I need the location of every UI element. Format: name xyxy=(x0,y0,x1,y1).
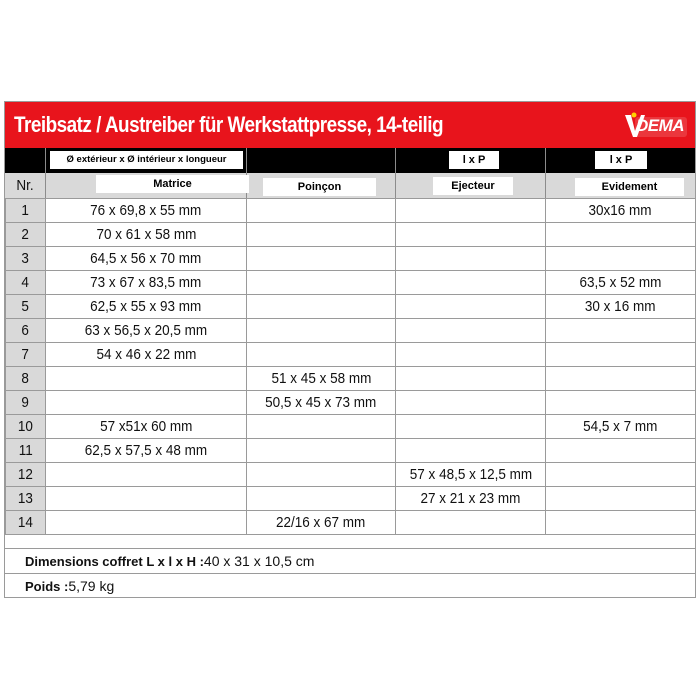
box-dimensions-row xyxy=(5,548,695,574)
cell-evidement xyxy=(546,487,696,511)
cell-nr xyxy=(6,247,46,271)
cell-matrice xyxy=(46,487,247,511)
table-row xyxy=(6,343,696,367)
cell-poincon-text: 51 x 45 x 58 mm xyxy=(271,370,371,387)
table-row xyxy=(6,295,696,319)
cell-poincon xyxy=(247,295,396,319)
cell-ejecteur xyxy=(396,319,546,343)
cell-matrice xyxy=(46,343,247,367)
column-header-matrice: Matrice xyxy=(96,175,249,193)
header-row xyxy=(5,148,695,173)
cell-poincon xyxy=(247,463,396,487)
dimension-note: Ø extérieur x Ø intérieur x longueur xyxy=(50,151,243,169)
cell-matrice-text: 64,5 x 56 x 70 mm xyxy=(90,250,202,267)
cell-ejecteur xyxy=(396,247,546,271)
cell-evidement xyxy=(546,319,696,343)
cell-poincon xyxy=(247,223,396,247)
cell-nr xyxy=(6,223,46,247)
cell-evidement xyxy=(546,463,696,487)
cell-matrice xyxy=(46,511,247,535)
cell-nr-text: 9 xyxy=(21,394,30,411)
cell-matrice-text: 62,5 x 55 x 93 mm xyxy=(90,298,202,315)
cell-matrice xyxy=(46,439,247,463)
product-spec-table xyxy=(4,101,696,598)
cell-matrice xyxy=(46,271,247,295)
cell-nr-text: 3 xyxy=(21,250,30,267)
cell-ejecteur xyxy=(396,223,546,247)
cell-matrice xyxy=(46,367,247,391)
cell-matrice xyxy=(46,319,247,343)
cell-matrice xyxy=(46,463,247,487)
cell-evidement xyxy=(546,367,696,391)
cell-evidement xyxy=(546,391,696,415)
cell-nr xyxy=(6,415,46,439)
cell-matrice xyxy=(46,247,247,271)
logo-text: DEMA xyxy=(636,116,685,135)
column-header-ejecteur: Ejecteur xyxy=(433,177,513,195)
cell-poincon xyxy=(247,271,396,295)
cell-matrice xyxy=(46,415,247,439)
weight-value: 5,79 kg xyxy=(68,578,115,594)
cell-poincon xyxy=(247,415,396,439)
cell-matrice xyxy=(46,223,247,247)
cell-matrice-text: 54 x 46 x 22 mm xyxy=(96,346,196,363)
cell-poincon-text: 50,5 x 45 x 73 mm xyxy=(265,394,377,411)
parts-table-body xyxy=(6,199,696,535)
table-row xyxy=(6,247,696,271)
cell-evidement-text: 63,5 x 52 mm xyxy=(579,274,662,291)
cell-matrice-text: 63 x 56,5 x 20,5 mm xyxy=(84,322,208,339)
cell-poincon xyxy=(247,319,396,343)
cell-nr-text: 11 xyxy=(18,442,33,459)
cell-ejecteur xyxy=(396,487,546,511)
weight-label: Poids : xyxy=(25,579,69,594)
cell-ejecteur xyxy=(396,391,546,415)
cell-matrice-text: 57 x51x 60 mm xyxy=(99,418,193,435)
cell-nr xyxy=(6,367,46,391)
cell-evidement xyxy=(546,271,696,295)
table-row xyxy=(6,271,696,295)
cell-nr xyxy=(6,439,46,463)
cell-nr-text: 8 xyxy=(21,370,30,387)
cell-nr-text: 10 xyxy=(17,418,34,435)
column-header-evidement: Evidement xyxy=(575,178,684,196)
column-header-poincon: Poinçon xyxy=(263,178,376,196)
table-row xyxy=(6,319,696,343)
cell-poincon xyxy=(247,439,396,463)
cell-evidement xyxy=(546,511,696,535)
cell-nr xyxy=(6,295,46,319)
cell-nr-text: 12 xyxy=(17,466,34,483)
cell-nr-text: 5 xyxy=(21,298,30,315)
cell-evidement-text: 54,5 x 7 mm xyxy=(583,418,658,435)
cell-ejecteur xyxy=(396,415,546,439)
cell-poincon xyxy=(247,511,396,535)
table-row xyxy=(6,391,696,415)
cell-nr-text: 1 xyxy=(21,202,30,219)
cell-nr xyxy=(6,319,46,343)
table-row xyxy=(6,439,696,463)
box-dimensions-value: 40 x 31 x 10,5 cm xyxy=(203,553,315,569)
cell-nr xyxy=(6,271,46,295)
cell-ejecteur-text: 57 x 48,5 x 12,5 mm xyxy=(409,466,532,483)
cell-ejecteur xyxy=(396,271,546,295)
title-bar xyxy=(5,102,695,148)
cell-ejecteur xyxy=(396,367,546,391)
cell-poincon-text: 22/16 x 67 mm xyxy=(276,514,366,531)
cell-nr xyxy=(6,199,46,223)
cell-evidement xyxy=(546,295,696,319)
cell-evidement xyxy=(546,439,696,463)
table-row xyxy=(6,223,696,247)
cell-matrice xyxy=(46,295,247,319)
parts-table xyxy=(5,198,696,535)
table-row xyxy=(6,367,696,391)
page-title: Treibsatz / Austreiber für Werkstattpresse, 14-teilig xyxy=(14,112,443,137)
ejecteur-unit: l x P xyxy=(449,151,499,169)
cell-evidement xyxy=(546,343,696,367)
cell-matrice-text: 70 x 61 x 58 mm xyxy=(96,226,196,243)
cell-matrice-text: 73 x 67 x 83,5 mm xyxy=(90,274,202,291)
cell-ejecteur xyxy=(396,511,546,535)
cell-nr xyxy=(6,391,46,415)
table-row xyxy=(6,511,696,535)
cell-nr xyxy=(6,463,46,487)
cell-evidement xyxy=(546,199,696,223)
cell-nr-text: 13 xyxy=(17,490,34,507)
cell-nr-text: 14 xyxy=(17,514,34,531)
cell-matrice-text: 62,5 x 57,5 x 48 mm xyxy=(84,442,208,459)
table-row xyxy=(6,487,696,511)
column-header-nr: Nr. xyxy=(16,177,34,194)
weight-row xyxy=(5,573,695,599)
cell-nr xyxy=(6,511,46,535)
cell-nr-text: 2 xyxy=(21,226,30,243)
cell-poincon xyxy=(247,487,396,511)
cell-matrice xyxy=(46,199,247,223)
cell-matrice-text: 76 x 69,8 x 55 mm xyxy=(90,202,202,219)
cell-poincon xyxy=(247,247,396,271)
cell-nr-text: 4 xyxy=(21,274,30,291)
cell-ejecteur xyxy=(396,199,546,223)
cell-nr-text: 7 xyxy=(21,346,30,363)
cell-evidement xyxy=(546,415,696,439)
cell-evidement xyxy=(546,223,696,247)
cell-ejecteur xyxy=(396,295,546,319)
cell-ejecteur-text: 27 x 21 x 23 mm xyxy=(420,490,521,507)
cell-nr-text: 6 xyxy=(21,322,30,339)
cell-nr xyxy=(6,343,46,367)
cell-evidement xyxy=(546,247,696,271)
dema-logo xyxy=(623,111,689,141)
cell-poincon xyxy=(247,367,396,391)
cell-ejecteur xyxy=(396,439,546,463)
cell-nr xyxy=(6,487,46,511)
cell-ejecteur xyxy=(396,343,546,367)
cell-poincon xyxy=(247,343,396,367)
table-row xyxy=(6,199,696,223)
cell-poincon xyxy=(247,391,396,415)
column-header-row xyxy=(5,173,695,198)
table-row xyxy=(6,463,696,487)
table-row xyxy=(6,415,696,439)
cell-evidement-text: 30 x 16 mm xyxy=(585,298,656,315)
cell-evidement-text: 30x16 mm xyxy=(588,202,653,219)
cell-poincon xyxy=(247,199,396,223)
cell-matrice xyxy=(46,391,247,415)
evidement-unit: l x P xyxy=(595,151,647,169)
box-dimensions-label: Dimensions coffret L x l x H : xyxy=(25,554,204,569)
cell-ejecteur xyxy=(396,463,546,487)
